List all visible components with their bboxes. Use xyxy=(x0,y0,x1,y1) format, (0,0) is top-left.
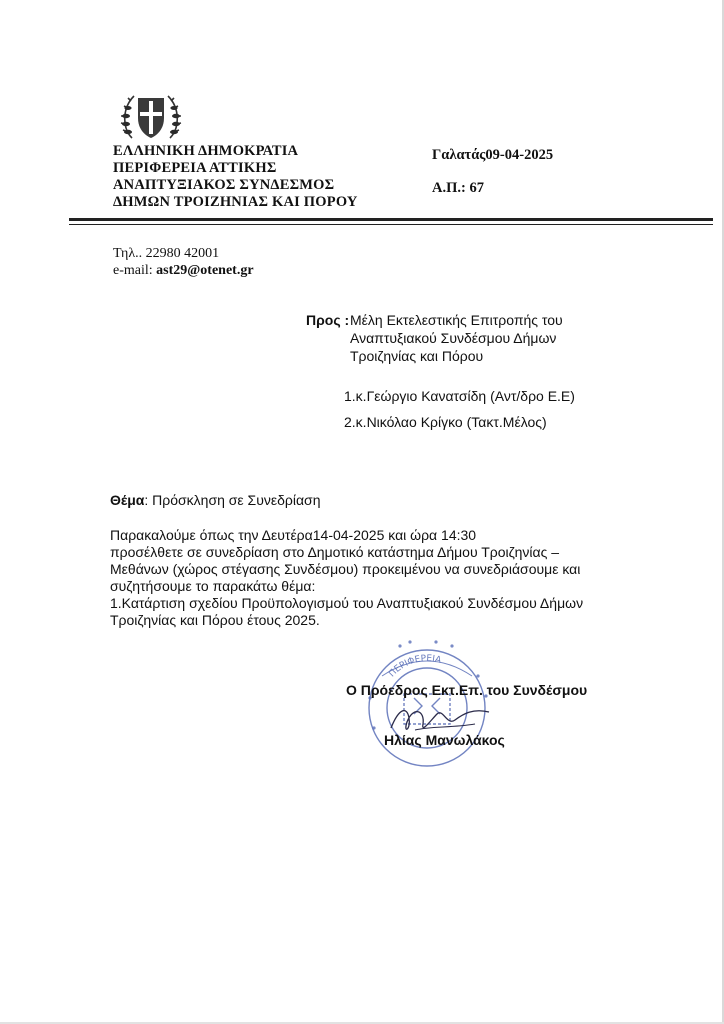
body-line-2: προσέλθετε σε συνεδρίαση στο Δημοτικό κατάστημα Δήμου Τροιζηνίας – xyxy=(110,544,559,560)
recipient-member-2: 2.κ.Νικόλαο Κρίγκο (Τακτ.Μέλος) xyxy=(344,414,547,430)
email-label: e-mail: xyxy=(113,263,157,278)
recipients-label: Προς : xyxy=(306,312,350,328)
svg-text:ΠΕΡΙΦΕΡΕΙΑ xyxy=(387,654,443,679)
subject-label: Θέμα xyxy=(110,492,145,508)
body-line-1: Παρακαλούμε όπως την Δευτέρα14-04-2025 και ώρα 14:30 xyxy=(110,527,477,543)
stamp-text: ΠΕΡΙΦΕΡΕΙΑ xyxy=(387,653,443,680)
subject-line xyxy=(110,492,321,508)
letterhead-line-country: ΕΛΛΗΝΙΚΗ ΔΗΜΟΚΡΑΤΙΑ xyxy=(113,143,299,159)
body-line-4: συζητήσουμε το παρακάτω θέμα: xyxy=(110,578,316,594)
contact-phone: Τηλ.. 22980 42001 xyxy=(113,246,220,261)
contact-email-line xyxy=(113,263,254,279)
header-divider-thin xyxy=(69,224,713,225)
signature-title: Ο Πρόεδρος Εκτ.Επ. του Συνδέσμου xyxy=(346,682,588,698)
place-date: Γαλατάς09-04-2025 xyxy=(432,147,554,163)
subject-text: Πρόσκληση σε Συνεδρίαση xyxy=(152,492,321,508)
letterhead-line-region: ΠΕΡΙΦΕΡΕΙΑ ΑΤΤΙΚΗΣ xyxy=(113,160,277,176)
recipients-line-1: Μέλη Εκτελεστικής Επιτροπής του xyxy=(350,312,563,328)
header-divider-thick xyxy=(69,218,713,221)
recipients-line-3: Τροιζηνίας και Πόρου xyxy=(350,348,484,364)
recipients-line-2: Αναπτυξιακού Συνδέσμου Δήμων xyxy=(350,330,557,346)
letterhead-line-association: ΑΝΑΠΤΥΞΙΑΚΟΣ ΣΥΝΔΕΣΜΟΣ xyxy=(113,177,335,193)
recipient-member-1: 1.κ.Γεώργιο Κανατσίδη (Αντ/δρο Ε.Ε) xyxy=(344,388,575,404)
letterhead-line-municipalities: ΔΗΜΩΝ ΤΡΟΙΖΗΝΙΑΣ ΚΑΙ ΠΟΡΟΥ xyxy=(113,194,358,210)
body-line-3: Μεθάνων (χώρος στέγασης Συνδέσμου) προκειμένου να συνεδριάσουμε και xyxy=(110,561,581,577)
greek-coat-of-arms-icon xyxy=(118,88,184,144)
body-line-6: Τροιζηνίας και Πόρου έτους 2025. xyxy=(110,612,320,628)
letterhead xyxy=(113,143,358,211)
signature-name: Ηλίας Μανωλάκος xyxy=(384,732,505,748)
body-line-5: 1.Κατάρτιση σχεδίου Προϋπολογισμού του Αναπτυξιακού Συνδέσμου Δήμων xyxy=(110,595,584,611)
email-address: ast29@otenet.gr xyxy=(156,263,254,278)
subject-separator: : xyxy=(144,492,153,508)
protocol-number: Α.Π.: 67 xyxy=(432,180,484,196)
